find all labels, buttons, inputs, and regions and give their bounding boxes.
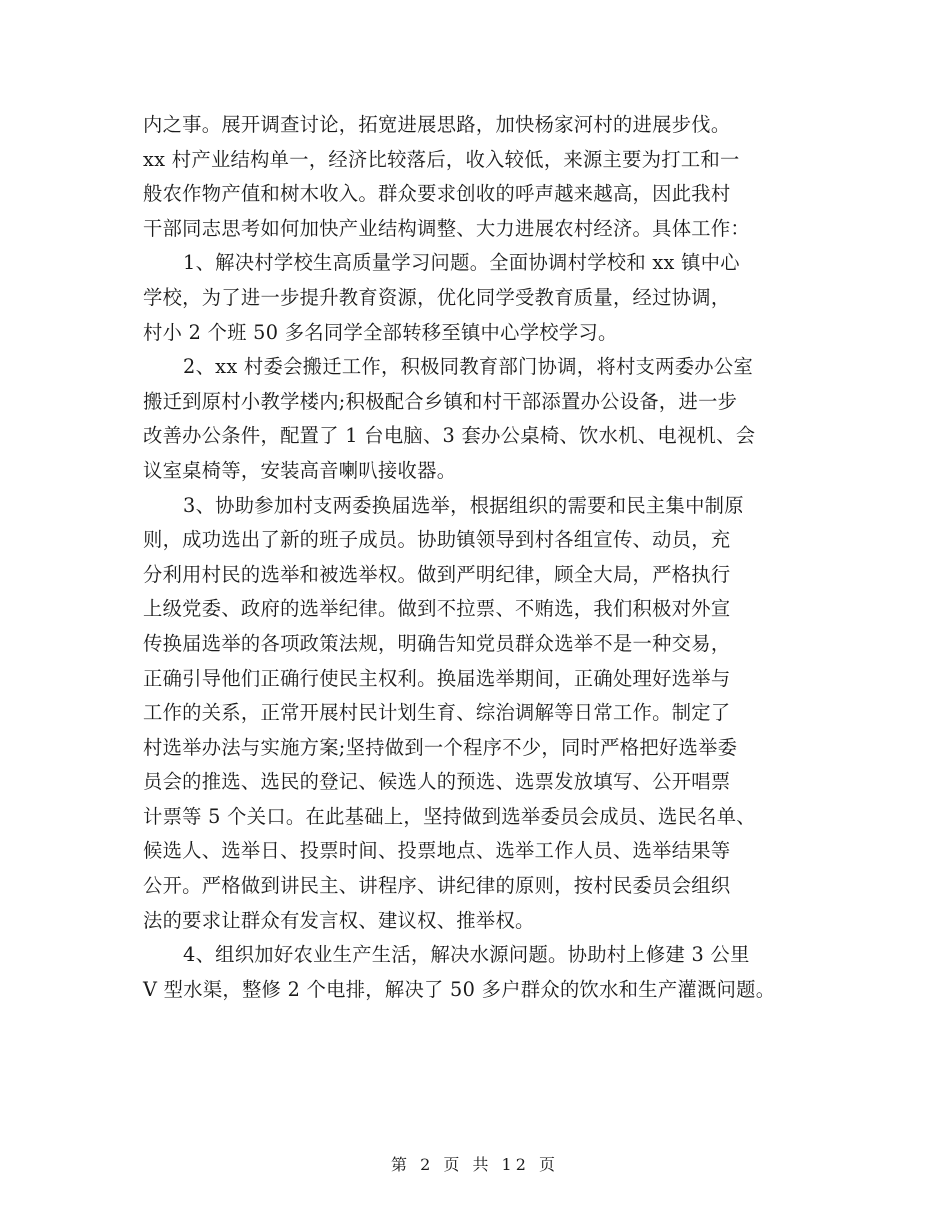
- text-line: 候选人、选举日、投票时间、投票地点、选举工作人员、选举结果等: [143, 839, 731, 863]
- text-line: 村选举办法与实施方案;坚持做到一个程序不少，同时严格把好选举委: [143, 735, 738, 759]
- text-line: 议室桌椅等，安装高音喇叭接收器。: [143, 458, 457, 482]
- text-line: 4、组织加好农业生产生活，解决水源问题。协助村上修建 3 公里: [183, 943, 750, 967]
- text-line: 传换届选举的各项政策法规，明确告知党员群众选举不是一种交易，: [143, 631, 731, 655]
- text-line: 分利用村民的选举和被选举权。做到严明纪律，顾全大局，严格执行: [143, 562, 731, 586]
- text-line: 正确引导他们正确行使民主权利。换届选举期间，正确处理好选举与: [143, 666, 731, 690]
- text-line: xx 村产业结构单一，经济比较落后，收入较低，来源主要为打工和一: [143, 147, 740, 171]
- text-line: 改善办公条件，配置了 1 台电脑、3 套办公桌椅、饮水机、电视机、会: [143, 424, 756, 448]
- text-line: 员会的推选、选民的登记、候选人的预选、选票发放填写、公开唱票: [143, 770, 731, 794]
- text-line: 内之事。展开调查讨论，拓宽进展思路，加快杨家河村的进展步伐。: [143, 113, 731, 136]
- text-line: 法的要求让群众有发言权、建议权、推举权。: [143, 908, 535, 932]
- text-line: 上级党委、政府的选举纪律。做到不拉票、不贿选，我们积极对外宣: [143, 597, 731, 621]
- document-body: [143, 108, 811, 1007]
- text-line: 公开。严格做到讲民主、讲程序、讲纪律的原则，按村民委员会组织: [143, 874, 731, 898]
- text-line: 搬迁到原村小教学楼内;积极配合乡镇和村干部添置办公设备，进一步: [143, 389, 738, 413]
- text-line: 村小 2 个班 50 多名同学全部转移至镇中心学校学习。: [143, 320, 618, 344]
- text-line: 3、协助参加村支两委换届选举，根据组织的需要和民主集中制原: [183, 493, 744, 517]
- text-line: 2、xx 村委会搬迁工作，积极同教育部门协调，将村支两委办公室: [183, 355, 754, 379]
- text-line: 学校，为了进一步提升教育资源，优化同学受教育质量，经过协调，: [143, 285, 731, 309]
- text-line: 般农作物产值和树木收入。群众要求创收的呼声越来越高，因此我村: [143, 182, 731, 206]
- text-line: 计票等 5 个关口。在此基础上，坚持做到选举委员会成员、选民名单、: [143, 804, 756, 828]
- text-line: 工作的关系，正常开展村民计划生育、综治调解等日常工作。制定了: [143, 701, 731, 725]
- text-line: 干部同志思考如何加快产业结构调整、大力进展农村经济。具体工作：: [143, 216, 751, 240]
- text-line: V 型水渠，整修 2 个电排，解决了 50 多户群众的饮水和生产灌溉问题。: [143, 977, 776, 1001]
- text-line: 1、解决村学校生高质量学习问题。全面协调村学校和 xx 镇中心: [183, 251, 740, 275]
- text-line: 则，成功选出了新的班子成员。协助镇领导到村各组宣传、动员，充: [143, 528, 731, 552]
- page-footer: 第 2 页 共 12 页: [391, 1155, 559, 1174]
